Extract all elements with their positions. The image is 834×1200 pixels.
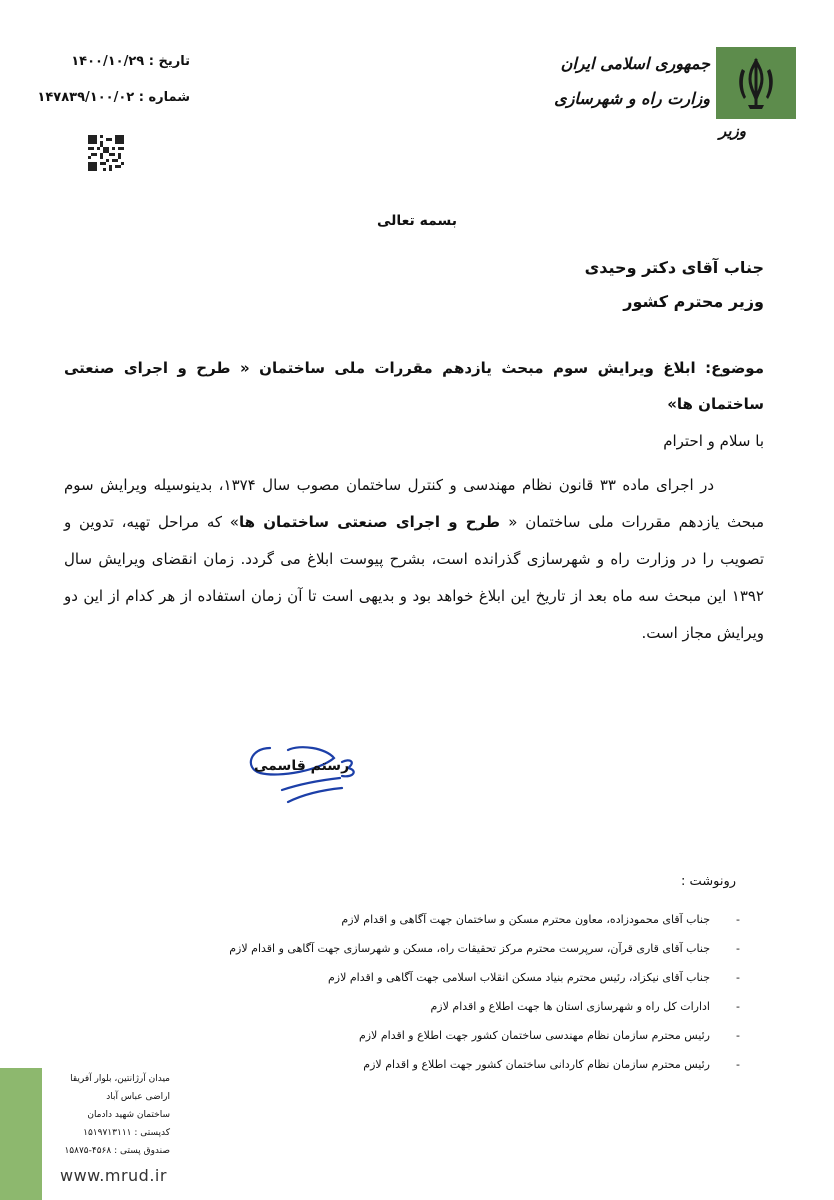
body-part-2: » که مراحل تهیه، تدوین و تصویب را در وزارت راه و شهرسازی گذرانده است، بشرح پیوست ابلاغ می گردد. زمان انقضای ویرایش سال ۱۳۹۲ این مبحث سه ماه بعد از تاریخ این ابلاغ خواهد بود و بدیهی است تا آن زمان استفاده از هر کدام از این دو ویرایش مجاز است. [64,513,764,642]
cc-item: - رئیس محترم سازمان نظام کاردانی ساختمان کشور جهت اطلاع و اقدام لازم [363,1058,740,1071]
recipient-name: جناب آقای دکتر وحیدی [584,258,764,277]
header-minister-text: وزیر [719,122,746,140]
greeting: با سلام و احترام [663,432,764,450]
cc-item: - رئیس محترم سازمان نظام مهندسی ساختمان کشور جهت اطلاع و اقدام لازم [358,1029,740,1042]
address-line: صندوق پستی : ۴۵۶۸-۱۵۸۷۵ [64,1146,170,1156]
address-line: کدپستی : ۱۵۱۹۷۱۳۱۱۱ [83,1128,170,1138]
address-line: اراضی عباس آباد [106,1092,170,1102]
cc-item: - جناب آقای نیکزاد، رئیس محترم بنیاد مسکن انقلاب اسلامی جهت آگاهی و اقدام لازم [327,971,740,984]
footer-website: www.mrud.ir [60,1166,167,1185]
cc-item: - جناب آقای محمودزاده، معاون محترم مسکن و ساختمان جهت آگاهی و اقدام لازم [341,913,740,926]
address-line: ساختمان شهید دادمان [87,1110,170,1120]
address-line: میدان آرژانتین، بلوار آفریقا [70,1074,170,1084]
cc-item: - جناب آقای قاری قرآن، سرپرست محترم مرکز تحقیقات راه، مسکن و شهرسازی جهت آگاهی و اقدام لازم [229,942,740,955]
header-republic-text: جمهوری اسلامی ایران [560,54,710,73]
iran-emblem-icon [734,55,778,111]
footer-address [60,1070,170,1160]
cc-list [140,905,740,1079]
header-ministry-text: وزارت راه و شهرسازی [554,89,710,108]
letter-date [30,54,190,69]
letter-subject: موضوع: ابلاغ ویرایش سوم مبحث یازدهم مقررات ملی ساختمان « طرح و اجرای صنعتی ساختمان ها» [64,359,764,413]
body-part-1: در اجرای ماده ۳۳ قانون نظام مهندسی و کنترل ساختمان مصوب سال ۱۳۷۴، بدینوسیله ویرایش سوم مبحث یازدهم مقررات ملی ساختمان « [64,476,764,531]
cc-item: - ادارات کل راه و شهرسازی استان ها جهت اطلاع و اقدام لازم [430,1000,740,1013]
signatory-name: رستم قاسمی [254,758,350,774]
number-value: ۱۴۷۸۳۹/۱۰۰/۰۲ [37,90,135,105]
emblem-logo [716,47,796,119]
footer-green-bar [0,1068,42,1200]
cc-label: رونوشت : [680,874,736,889]
qr-code-icon [88,135,124,171]
recipient-title: وزیر محترم کشور [623,292,764,311]
date-label: تاریخ : [148,54,190,69]
body-bold-title: طرح و اجرای صنعتی ساختمان ها [238,513,509,531]
letter-body [64,467,764,652]
basmala: بسمه تعالی [376,213,458,229]
letter-number [30,90,190,105]
date-value: ۱۴۰۰/۱۰/۲۹ [71,54,145,69]
number-label: شماره : [138,90,190,105]
